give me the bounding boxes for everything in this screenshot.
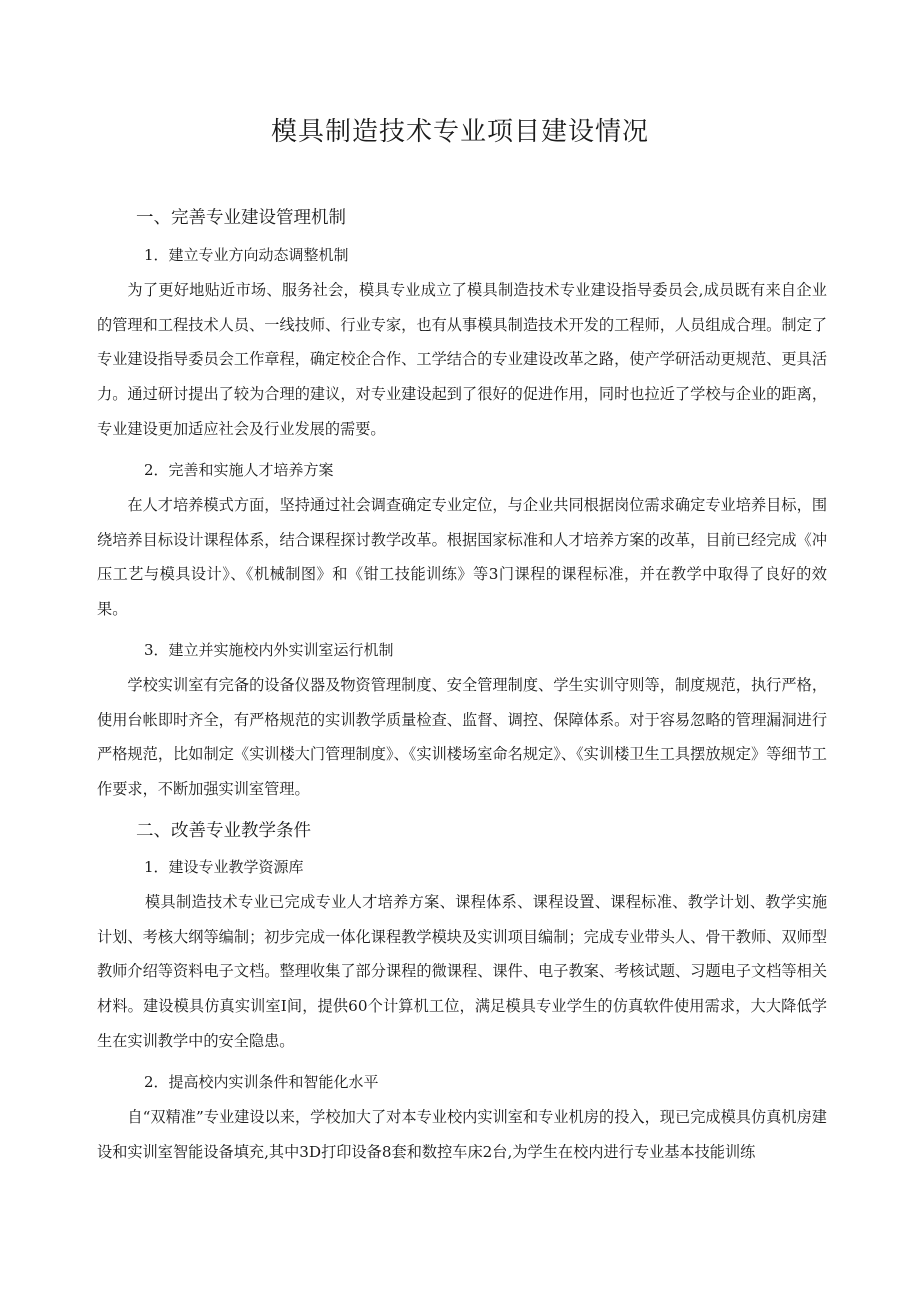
section-1-heading: 一、完善专业建设管理机制 <box>136 208 346 228</box>
section-2-1-heading: 1．建设专业教学资源库 <box>144 858 304 876</box>
section-2-2-paragraph: 自“双精准”专业建设以来，学校加大了对本专业校内实训室和专业机房的投入，现已完成模具仿真机房建设和实训室智能设备填充,其中3D打印设备8套和数控车床2台,为学生在校内进行专业基本技能训练 <box>97 1108 827 1161</box>
section-2-2-heading: 2．提高校内实训条件和智能化水平 <box>144 1073 379 1091</box>
section-2-heading: 二、改善专业教学条件 <box>136 821 311 841</box>
section-1-2-heading: 2．完善和实施人才培养方案 <box>144 461 334 479</box>
section-2-1-paragraph: 模具制造技术专业已完成专业人才培养方案、课程体系、课程设置、课程标准、教学计划、教学实施计划、考核大纲等编制；初步完成一体化课程教学模块及实训项目编制；完成专业带头人、骨干教师、双师型教师介绍等资料电子文档。整理收集了部分课程的微课程、课件、电子教案、考核试题、习题电子文档等相关材料。建设模具仿真实训室Ⅰ间，提供60个计算机工位，满足模具专业学生的仿真软件使用需求，大大降低学生在实训教学中的安全隐患。 <box>97 893 827 1050</box>
document-title: 模具制造技术专业项目建设情况 <box>270 117 649 147</box>
section-1-1-paragraph: 为了更好地贴近市场、服务社会，模具专业成立了模具制造技术专业建设指导委员会,成员既有来自企业的管理和工程技术人员、一线技师、行业专家，也有从事模具制造技术开发的工程师，人员组成合理。制定了专业建设指导委员会工作章程，确定校企合作、工学结合的专业建设改革之路，使产学研活动更规范、更具活力。通过研讨提出了较为合理的建议，对专业建设起到了很好的促进作用，同时也拉近了学校与企业的距离，专业建设更加适应社会及行业发展的需要。 <box>97 281 827 438</box>
section-1-2-paragraph: 在人才培养模式方面，坚持通过社会调查确定专业定位，与企业共同根据岗位需求确定专业培养目标，围绕培养目标设计课程体系，结合课程探讨教学改革。根据国家标准和人才培养方案的改革，目前已经完成《冲压工艺与模具设计》、《机械制图》和《钳工技能训练》等3门课程的课程标准，并在教学中取得了良好的效果。 <box>97 496 827 619</box>
section-1-1-heading: 1．建立专业方向动态调整机制 <box>144 246 349 264</box>
section-1-3-paragraph: 学校实训室有完备的设备仪器及物资管理制度、安全管理制度、学生实训守则等，制度规范，执行严格，使用台帐即时齐全，有严格规范的实训教学质量检查、监督、调控、保障体系。对于容易忽略的管理漏洞进行严格规范，比如制定《实训楼大门管理制度》、《实训楼场室命名规定》、《实训楼卫生工具摆放规定》等细节工作要求，不断加强实训室管理。 <box>97 676 827 799</box>
section-1-3-heading: 3．建立并实施校内外实训室运行机制 <box>144 641 394 659</box>
